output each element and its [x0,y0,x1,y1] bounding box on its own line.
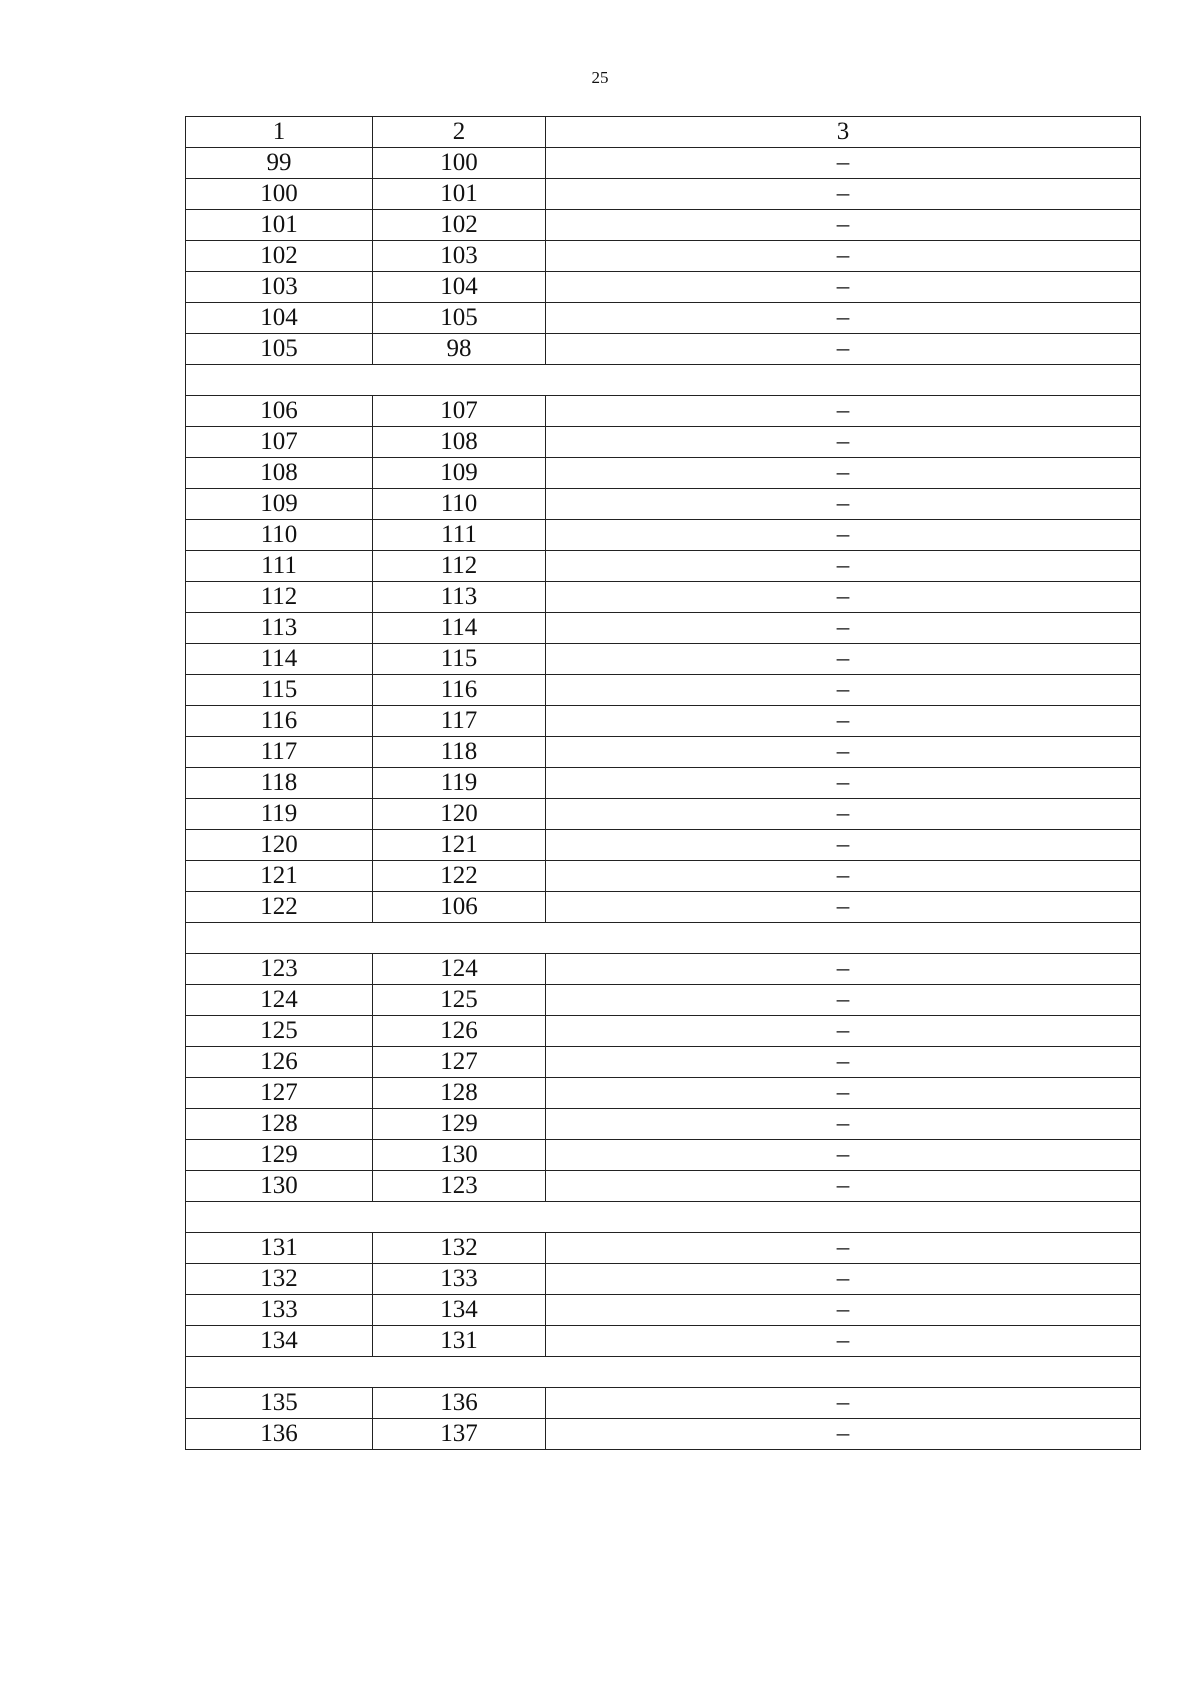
col-3-cell: – [546,334,1141,365]
col-1-cell: 129 [186,1140,373,1171]
table-row [186,1140,1141,1171]
col-3-cell: – [546,241,1141,272]
col-3-cell: – [546,1078,1141,1109]
col-1-cell: 133 [186,1295,373,1326]
table-row [186,1295,1141,1326]
col-2-cell: 122 [373,861,546,892]
col-3-cell: – [546,830,1141,861]
col-1-cell: 111 [186,551,373,582]
col-3-cell: – [546,1264,1141,1295]
col-1-cell: 131 [186,1233,373,1264]
table-row [186,644,1141,675]
col-3-cell: – [546,954,1141,985]
col-1-cell: 123 [186,954,373,985]
col-2-cell: 101 [373,179,546,210]
col-1-cell: 121 [186,861,373,892]
group-separator-row [186,1202,1141,1233]
col-3-cell: – [546,303,1141,334]
col-3-cell: – [546,582,1141,613]
group-separator-cell [186,923,1141,954]
col-2-cell: 113 [373,582,546,613]
table-row [186,613,1141,644]
col-2-cell: 123 [373,1171,546,1202]
col-3-cell: – [546,737,1141,768]
col-3-cell: – [546,1388,1141,1419]
col-2-cell: 107 [373,396,546,427]
table-row [186,861,1141,892]
col-2-cell: 137 [373,1419,546,1450]
table-row [186,303,1141,334]
col-2-cell: 130 [373,1140,546,1171]
table-row [186,1016,1141,1047]
col-2-cell: 106 [373,892,546,923]
table-row [186,737,1141,768]
col-2-cell: 114 [373,613,546,644]
col-1-cell: 126 [186,1047,373,1078]
table-row [186,1419,1141,1450]
col-2-cell: 128 [373,1078,546,1109]
col-2-cell: 136 [373,1388,546,1419]
col-3-cell: – [546,768,1141,799]
col-3-cell: – [546,458,1141,489]
col-2-cell: 118 [373,737,546,768]
col-3-cell: – [546,1140,1141,1171]
table-row [186,458,1141,489]
table-row [186,210,1141,241]
table-row [186,241,1141,272]
col-1-cell: 124 [186,985,373,1016]
col-2-cell: 111 [373,520,546,551]
table-row [186,272,1141,303]
col-2-cell: 131 [373,1326,546,1357]
col-2-cell: 110 [373,489,546,520]
table-row [186,768,1141,799]
col-1-cell: 105 [186,334,373,365]
col-2-cell: 115 [373,644,546,675]
data-table [185,116,1141,1450]
col-1-cell: 108 [186,458,373,489]
col-2-cell: 100 [373,148,546,179]
col-3-cell: – [546,551,1141,582]
table-row [186,1078,1141,1109]
table-row [186,1233,1141,1264]
table-row [186,1326,1141,1357]
group-separator-row [186,1357,1141,1388]
col-3-cell: – [546,861,1141,892]
col-3-cell: – [546,148,1141,179]
col-3-cell: – [546,396,1141,427]
col-3-cell: – [546,1419,1141,1450]
col-1-cell: 102 [186,241,373,272]
col-2-cell: 109 [373,458,546,489]
col-3-cell: – [546,1326,1141,1357]
col-1-cell: 114 [186,644,373,675]
col-2-cell: 126 [373,1016,546,1047]
page-number: 25 [591,68,609,87]
col-1-cell: 101 [186,210,373,241]
col-3-cell: – [546,675,1141,706]
col-2-cell: 102 [373,210,546,241]
col-1-cell: 107 [186,427,373,458]
col-3-cell: – [546,272,1141,303]
table-row [186,396,1141,427]
group-separator-cell [186,365,1141,396]
table-row [186,582,1141,613]
col-1-cell: 112 [186,582,373,613]
col-1-cell: 103 [186,272,373,303]
col-2-cell: 119 [373,768,546,799]
col-1-cell: 99 [186,148,373,179]
col-1-cell: 134 [186,1326,373,1357]
col-3-cell: – [546,613,1141,644]
col-2-cell: 129 [373,1109,546,1140]
table-row [186,520,1141,551]
col-1-cell: 136 [186,1419,373,1450]
col-3-cell: – [546,427,1141,458]
col-3-cell: – [546,799,1141,830]
table-row [186,489,1141,520]
col-1-cell: 106 [186,396,373,427]
header-cell-3: 3 [546,117,1141,148]
table-row [186,985,1141,1016]
col-3-cell: – [546,1171,1141,1202]
table-row [186,148,1141,179]
col-3-cell: – [546,892,1141,923]
col-1-cell: 135 [186,1388,373,1419]
table-row [186,551,1141,582]
header-row [186,117,1141,148]
group-separator-cell [186,1202,1141,1233]
col-2-cell: 108 [373,427,546,458]
col-2-cell: 121 [373,830,546,861]
col-3-cell: – [546,179,1141,210]
col-1-cell: 125 [186,1016,373,1047]
col-2-cell: 103 [373,241,546,272]
col-2-cell: 105 [373,303,546,334]
col-2-cell: 98 [373,334,546,365]
col-2-cell: 124 [373,954,546,985]
col-3-cell: – [546,1016,1141,1047]
group-separator-row [186,923,1141,954]
table-row [186,954,1141,985]
col-2-cell: 125 [373,985,546,1016]
col-3-cell: – [546,1295,1141,1326]
table-row [186,675,1141,706]
col-2-cell: 134 [373,1295,546,1326]
col-1-cell: 119 [186,799,373,830]
col-2-cell: 112 [373,551,546,582]
table-row [186,892,1141,923]
col-1-cell: 104 [186,303,373,334]
col-3-cell: – [546,489,1141,520]
col-1-cell: 122 [186,892,373,923]
col-1-cell: 115 [186,675,373,706]
col-2-cell: 117 [373,706,546,737]
col-2-cell: 133 [373,1264,546,1295]
group-separator-cell [186,1357,1141,1388]
col-3-cell: – [546,985,1141,1016]
col-1-cell: 113 [186,613,373,644]
table-row [186,1264,1141,1295]
col-3-cell: – [546,706,1141,737]
col-2-cell: 104 [373,272,546,303]
table-row [186,427,1141,458]
col-1-cell: 120 [186,830,373,861]
table-row [186,706,1141,737]
col-3-cell: – [546,520,1141,551]
group-separator-row [186,365,1141,396]
col-3-cell: – [546,644,1141,675]
table-row [186,334,1141,365]
col-3-cell: – [546,1109,1141,1140]
header-cell-1: 1 [186,117,373,148]
table-row [186,1047,1141,1078]
header-cell-2: 2 [373,117,546,148]
col-3-cell: – [546,1047,1141,1078]
table-body [186,117,1141,1450]
col-1-cell: 132 [186,1264,373,1295]
col-1-cell: 128 [186,1109,373,1140]
col-1-cell: 100 [186,179,373,210]
col-1-cell: 117 [186,737,373,768]
table-row [186,799,1141,830]
col-3-cell: – [546,210,1141,241]
table-row [186,830,1141,861]
col-1-cell: 127 [186,1078,373,1109]
col-2-cell: 127 [373,1047,546,1078]
col-2-cell: 116 [373,675,546,706]
col-1-cell: 116 [186,706,373,737]
table-row [186,1388,1141,1419]
table-row [186,179,1141,210]
col-1-cell: 118 [186,768,373,799]
col-2-cell: 132 [373,1233,546,1264]
col-2-cell: 120 [373,799,546,830]
table-row [186,1109,1141,1140]
table-row [186,1171,1141,1202]
col-1-cell: 130 [186,1171,373,1202]
col-3-cell: – [546,1233,1141,1264]
col-1-cell: 110 [186,520,373,551]
col-1-cell: 109 [186,489,373,520]
